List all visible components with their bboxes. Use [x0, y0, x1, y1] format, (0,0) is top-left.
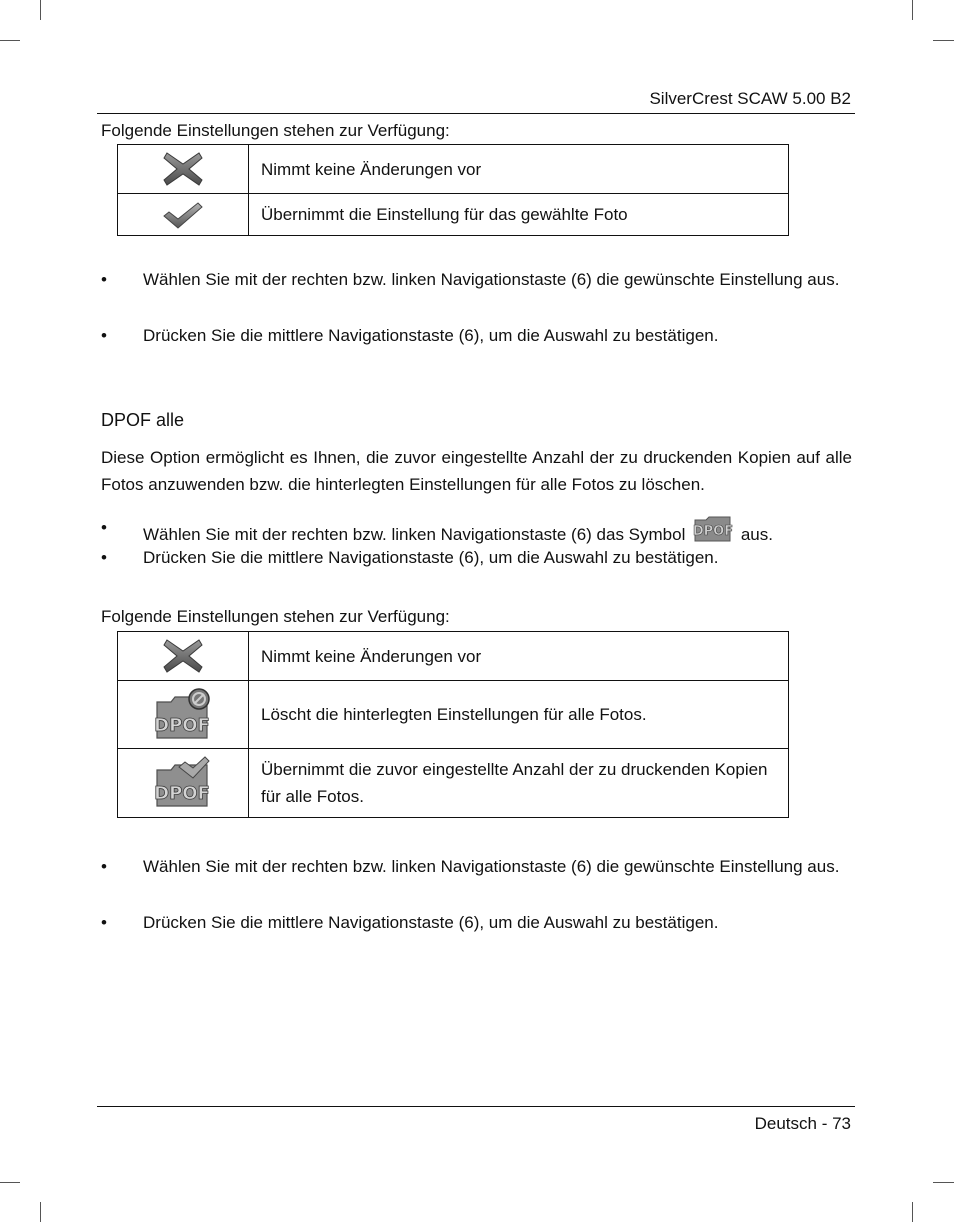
settings-intro: Folgende Einstellungen stehen zur Verfügung:: [101, 607, 450, 626]
crop-mark: [40, 1202, 41, 1222]
option-text: Nimmt keine Änderungen vor: [249, 632, 789, 681]
list-item: [101, 544, 852, 571]
dpof-icon-label: DPOF: [692, 524, 734, 539]
section-paragraph: Diese Option ermöglicht es Ihnen, die zuvor eingestellte Anzahl der zu druckenden Kopien auf alle Fotos anzuwenden bzw. die hinterlegten Einstellungen für alle Fotos zu löschen.: [101, 448, 852, 494]
dpof-icon-label: DPOF: [154, 714, 210, 736]
crop-mark: [0, 1182, 20, 1183]
list-item-text: [143, 514, 852, 548]
dpof-delete-icon: [153, 686, 213, 744]
table-row: [118, 681, 789, 749]
bullet-dot: •: [101, 913, 107, 932]
icon-cell: [118, 194, 249, 236]
option-text: Löscht die hinterlegten Einstellungen für alle Fotos.: [249, 681, 789, 749]
options-table: [117, 631, 789, 818]
section-heading: DPOF alle: [101, 410, 185, 430]
list-item: [101, 514, 852, 548]
bullet-dot: •: [101, 548, 107, 567]
icon-cell: [118, 749, 249, 818]
options-table: [117, 144, 789, 236]
list-item: [101, 853, 852, 880]
table-row: [118, 145, 789, 194]
header-rule: [97, 113, 855, 114]
list-item-text: Wählen Sie mit der rechten bzw. linken Navigationstaste (6) die gewünschte Einstellung aus.: [143, 270, 840, 289]
icon-cell: [118, 681, 249, 749]
crop-mark: [40, 0, 41, 20]
list-item-text: Drücken Sie die mittlere Navigationstaste (6), um die Auswahl zu bestätigen.: [143, 326, 719, 345]
option-text: Übernimmt die zuvor eingestellte Anzahl der zu druckenden Kopien für alle Fotos.: [249, 749, 789, 818]
page-number: Deutsch - 73: [754, 1114, 851, 1133]
table-row: [118, 194, 789, 236]
crop-mark: [0, 40, 20, 41]
crop-mark: [912, 1202, 913, 1222]
list-item-text-after: aus.: [740, 525, 773, 544]
icon-cell: [118, 632, 249, 681]
list-item-text: Wählen Sie mit der rechten bzw. linken Navigationstaste (6) die gewünschte Einstellung aus.: [143, 857, 840, 876]
bullet-dot: •: [101, 326, 107, 345]
bullet-dot: •: [101, 857, 107, 876]
option-text: Übernimmt die Einstellung für das gewählte Foto: [249, 194, 789, 236]
header-title: SilverCrest SCAW 5.00 B2: [649, 89, 851, 108]
icon-cell: [118, 145, 249, 194]
bullet-dot: •: [101, 518, 107, 537]
crop-mark: [933, 40, 954, 41]
bullet-dot: •: [101, 270, 107, 289]
list-item-text-before: Wählen Sie mit der rechten bzw. linken Navigationstaste (6) das Symbol: [143, 525, 686, 544]
list-item: [101, 322, 852, 349]
checkmark-icon: [162, 200, 204, 230]
table-row: [118, 749, 789, 818]
footer-rule: [97, 1106, 855, 1107]
settings-intro: Folgende Einstellungen stehen zur Verfügung:: [101, 121, 450, 140]
dpof-icon-label: DPOF: [154, 783, 210, 804]
crop-mark: [933, 1182, 954, 1183]
list-item: [101, 909, 852, 936]
option-text: Nimmt keine Änderungen vor: [249, 145, 789, 194]
list-item-text: Drücken Sie die mittlere Navigationstaste (6), um die Auswahl zu bestätigen.: [143, 548, 719, 567]
list-item-text: Drücken Sie die mittlere Navigationstaste (6), um die Auswahl zu bestätigen.: [143, 913, 719, 932]
crop-mark: [912, 0, 913, 20]
table-row: [118, 632, 789, 681]
dpof-apply-icon: [153, 754, 213, 812]
list-item: [101, 266, 852, 293]
cross-icon: [162, 150, 204, 188]
dpof-icon: [692, 514, 734, 544]
cross-icon: [162, 637, 204, 675]
